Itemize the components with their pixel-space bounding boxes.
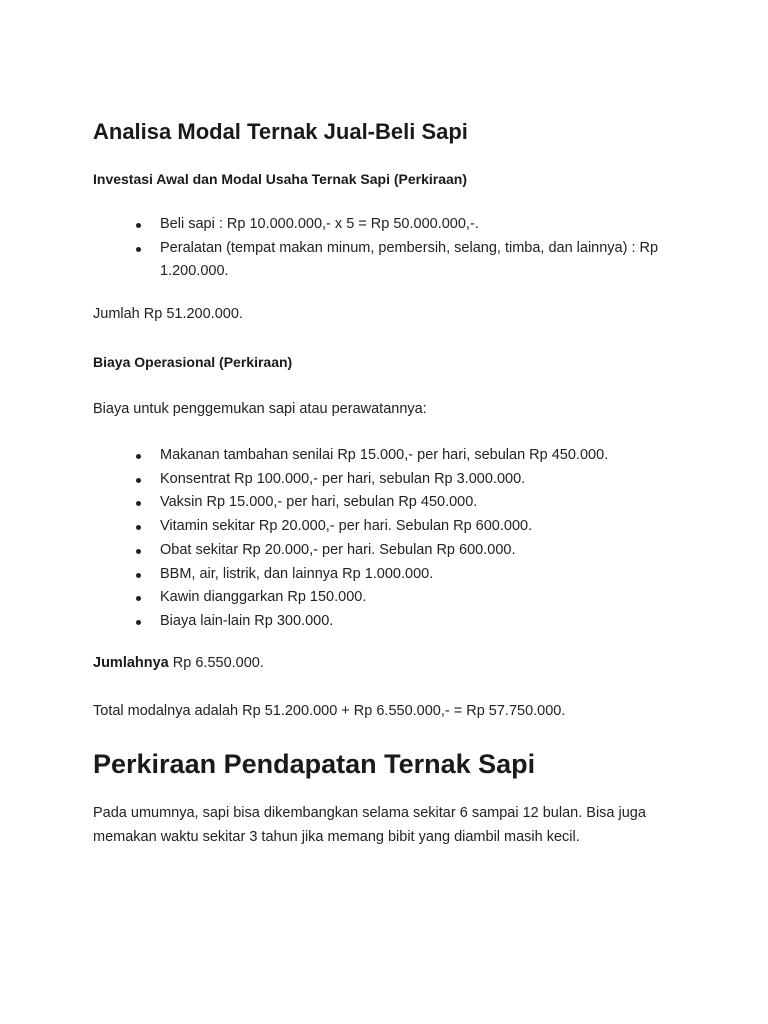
operasional-total [93,651,264,675]
investasi-heading: Investasi Awal dan Modal Usaha Ternak Sapi (Perkiraan) [93,171,467,187]
list-item-text: Obat sekitar Rp 20.000,- per hari. Sebulan Rp 600.000. [160,541,516,558]
list-item [93,237,683,284]
investasi-list [93,213,683,284]
list-item-text: BBM, air, listrik, dan lainnya Rp 1.000.000. [160,565,434,582]
list-item [93,515,683,539]
bullet-icon [136,501,141,506]
list-item [93,539,683,563]
list-item-text: Kawin dianggarkan Rp 150.000. [160,589,367,606]
pendapatan-heading: Perkiraan Pendapatan Ternak Sapi [93,749,536,779]
bullet-icon [136,247,141,252]
investasi-total: Jumlah Rp 51.200.000. [93,306,243,322]
list-item [93,563,683,587]
total-modal: Total modalnya adalah Rp 51.200.000 + Rp 6.550.000,- = Rp 57.750.000. [93,703,566,719]
operasional-heading: Biaya Operasional (Perkiraan) [93,354,293,370]
bullet-icon [136,620,141,625]
list-item-text: Beli sapi : Rp 10.000.000,- x 5 = Rp 50.000.000,-. [160,216,479,232]
bullet-icon [136,525,141,530]
list-item-text: Biaya lain-lain Rp 300.000. [160,612,334,629]
bullet-icon [136,549,141,554]
page-title: Analisa Modal Ternak Jual-Beli Sapi [93,119,468,144]
list-item-text: Peralatan (tempat makan minum, pembersih, selang, timba, dan lainnya) : Rp 1.200.000. [160,239,659,280]
pendapatan-paragraph-line-2: memakan waktu sekitar 3 tahun jika memang bibit yang diambil masih kecil. [93,829,580,845]
operasional-total-value: Rp 6.550.000. [172,655,264,671]
list-item-text: Konsentrat Rp 100.000,- per hari, sebulan Rp 3.000.000. [160,470,526,487]
pendapatan-paragraph-line-1: Pada umumnya, sapi bisa dikembangkan selama sekitar 6 sampai 12 bulan. Bisa juga [93,805,646,821]
list-item-text: Makanan tambahan senilai Rp 15.000,- per hari, sebulan Rp 450.000. [160,447,609,463]
operasional-total-label: Jumlahnya [93,655,169,671]
list-item-text: Vitamin sekitar Rp 20.000,- per hari. Sebulan Rp 600.000. [160,518,533,535]
operasional-list [93,444,683,634]
bullet-icon [136,454,141,459]
list-item [93,468,683,492]
list-item [93,213,683,237]
list-item [93,491,683,515]
bullet-icon [136,596,141,601]
operasional-intro: Biaya untuk penggemukan sapi atau perawatannya: [93,401,427,417]
list-item [93,610,683,634]
bullet-icon [136,478,141,483]
bullet-icon [136,573,141,578]
list-item-text: Vaksin Rp 15.000,- per hari, sebulan Rp 450.000. [160,494,478,511]
list-item [93,586,683,610]
list-item [93,444,683,468]
bullet-icon [136,223,141,228]
